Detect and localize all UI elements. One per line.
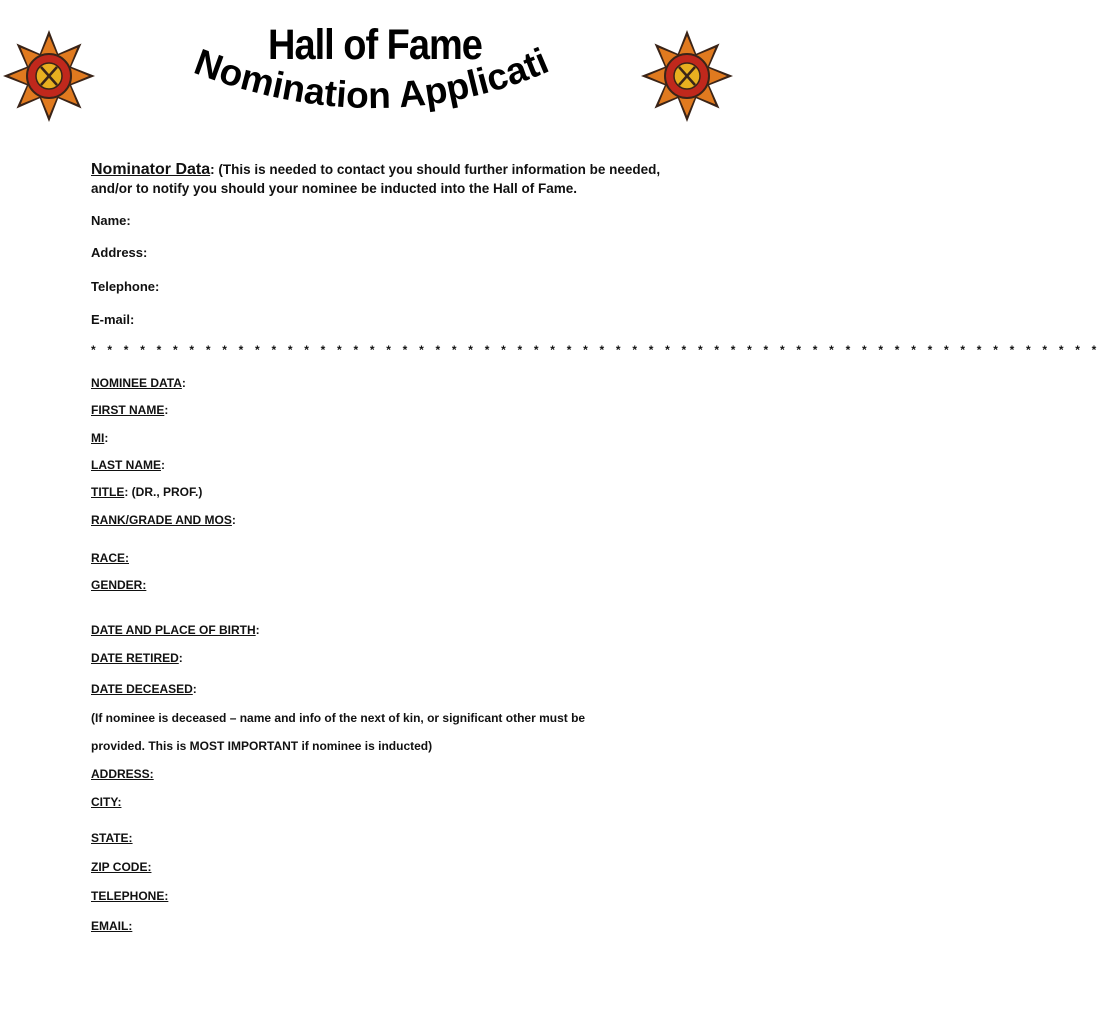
nominee-deceased-label: DATE DECEASED: xyxy=(91,682,197,696)
section-separator: * * * * * * * * * * * * * * * * * * * * * * * * * * * * * * * * * * * * * * * * * * * * * * * * * * * * * * * * * * * * * * xyxy=(91,343,1101,357)
nominator-intro-text: : (This is needed to contact you should further information be needed, and/or to notify you should your nominee be inducted into the Hall of Fame. xyxy=(91,162,661,196)
nominator-name-label: Name: xyxy=(91,213,131,228)
next-of-kin-state-label: STATE: xyxy=(91,831,133,845)
title-nomination-application xyxy=(168,7,580,150)
next-of-kin-address-label: ADDRESS: xyxy=(91,767,154,781)
nominator-email-label: E-mail: xyxy=(91,312,135,327)
nominee-title-label: TITLE: (DR., PROF.) xyxy=(91,485,203,499)
nominee-retired-label: DATE RETIRED: xyxy=(91,651,183,665)
nominee-dob-label: DATE AND PLACE OF BIRTH: xyxy=(91,623,260,637)
deceased-note-line1: (If nominee is deceased – name and info of the next of kin, or significant other must be xyxy=(91,711,586,725)
nominee-race-label: RACE: xyxy=(91,551,129,565)
nominee-last-name-label: LAST NAME: xyxy=(91,458,165,472)
nominee-gender-label: GENDER: xyxy=(91,578,147,592)
hall-of-fame-emblem-left-icon xyxy=(6,28,92,124)
nominator-data-heading: Nominator Data xyxy=(91,161,211,178)
title-hall-of-fame: Hall of Fame xyxy=(268,22,482,70)
nominator-address-label: Address: xyxy=(91,245,148,260)
nominee-rank-label: RANK/GRADE AND MOS: xyxy=(91,513,236,527)
hall-of-fame-emblem-right-icon xyxy=(644,28,730,124)
deceased-note-line2: provided. This is MOST IMPORTANT if nominee is inducted) xyxy=(91,739,433,753)
next-of-kin-telephone-label: TELEPHONE: xyxy=(91,889,169,903)
next-of-kin-city-label: CITY: xyxy=(91,795,122,809)
title-nomination-application-text: Nomination Application xyxy=(168,7,555,117)
nominator-telephone-label: Telephone: xyxy=(91,279,160,294)
nominee-first-name-label: FIRST NAME: xyxy=(91,403,169,417)
next-of-kin-email-label: EMAIL: xyxy=(91,919,133,933)
nominee-mi-label: MI: xyxy=(91,431,109,445)
next-of-kin-zip-label: ZIP CODE: xyxy=(91,860,152,874)
nominator-intro xyxy=(91,160,671,198)
nominee-data-heading: NOMINEE DATA: xyxy=(91,376,186,390)
